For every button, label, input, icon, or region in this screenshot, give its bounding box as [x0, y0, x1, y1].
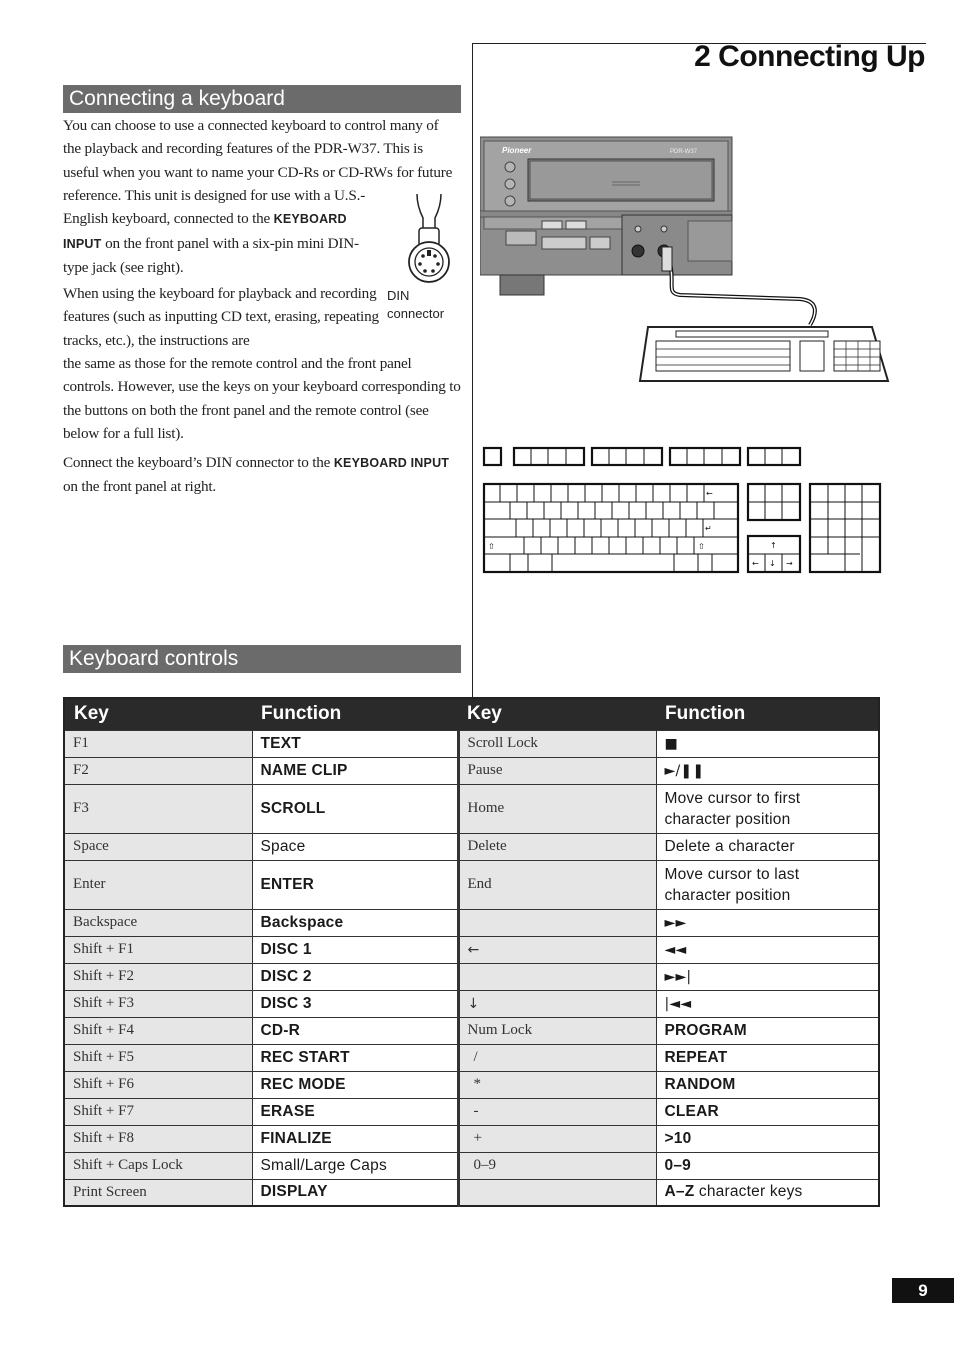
key-cell: Shift + F4: [64, 1017, 252, 1044]
key-cell: Home: [458, 784, 656, 833]
function-cell: CD-R: [252, 1017, 458, 1044]
function-cell: RANDOM: [656, 1071, 879, 1098]
shift-left-icon: ⇧: [488, 542, 495, 551]
key-cell: [458, 963, 656, 990]
function-cell: REPEAT: [656, 1044, 879, 1071]
table-header-row: [64, 698, 879, 730]
function-cell: >10: [656, 1125, 879, 1152]
section-heading-keyboard-controls: Keyboard controls: [63, 645, 461, 673]
next-track-icon: ►►|: [656, 963, 879, 990]
header-function-2: Function: [656, 698, 879, 730]
section-heading-connecting-keyboard: Connecting a keyboard: [63, 85, 461, 113]
keyboard-input-label-2: KEYBOARD INPUT: [333, 456, 450, 470]
function-cell: DISC 1: [252, 936, 458, 963]
function-cell: ENTER: [252, 860, 458, 909]
key-cell: End: [458, 860, 656, 909]
key-cell: Num Lock: [458, 1017, 656, 1044]
function-cell: SCROLL: [252, 784, 458, 833]
function-cell: REC MODE: [252, 1071, 458, 1098]
function-cell: DISC 3: [252, 990, 458, 1017]
key-cell: +: [458, 1125, 656, 1152]
table-row: [64, 1125, 879, 1152]
paragraph-1-end: on the front panel with a six-pin mini DIN-type jack (see right).: [63, 234, 359, 276]
table-row: [64, 860, 879, 909]
keyboard-input-label: KEYBOARD INPUT: [63, 212, 347, 251]
paragraph-1-text: You can choose to use a connected keyboard to control many of the playback and recording features of the PDR-W37. This is useful when you want to name your CD-Rs or CD-RWs for future: [63, 117, 453, 181]
key-cell: Shift + F5: [64, 1044, 252, 1071]
play-pause-icon: ►/❚❚: [656, 757, 879, 784]
key-cell: Shift + F6: [64, 1071, 252, 1098]
table-row: [64, 1098, 879, 1125]
table-row: [64, 833, 879, 860]
table-row: [64, 1152, 879, 1179]
key-cell: /: [458, 1044, 656, 1071]
function-cell: Backspace: [252, 909, 458, 936]
paragraph-3-b: on the front panel at right.: [63, 478, 216, 496]
rewind-icon: ◄◄: [656, 936, 879, 963]
table-row: [64, 1017, 879, 1044]
function-cell: Move cursor to first character position: [656, 784, 879, 833]
key-cell: Shift + F2: [64, 963, 252, 990]
table-row: [64, 730, 879, 757]
backspace-arrow-icon: ←: [706, 489, 713, 498]
character-keys-label: character keys: [694, 1183, 803, 1201]
key-cell: Delete: [458, 833, 656, 860]
key-cell: [458, 1179, 656, 1206]
din-connector-illustration: [405, 192, 455, 292]
az-label: A–Z: [664, 1183, 695, 1201]
key-cell: Shift + Caps Lock: [64, 1152, 252, 1179]
key-cell: F1: [64, 730, 252, 757]
function-cell: Delete a character: [656, 833, 879, 860]
key-cell: Scroll Lock: [458, 730, 656, 757]
key-cell: F3: [64, 784, 252, 833]
key-cell: Pause: [458, 757, 656, 784]
key-cell: Backspace: [64, 909, 252, 936]
function-cell: 0–9: [656, 1152, 879, 1179]
key-cell: Shift + F3: [64, 990, 252, 1017]
paragraph-2: the same as those for the remote control and the front panel controls. However, use the keys on your keyboard corresponding to the buttons on both the front panel and the remote control (see below for a full list).: [63, 355, 461, 442]
stop-icon: ■: [656, 730, 879, 757]
function-cell: Space: [252, 833, 458, 860]
function-cell: DISC 2: [252, 963, 458, 990]
table-row: [64, 990, 879, 1017]
key-cell: Print Screen: [64, 1179, 252, 1206]
model-label: PDR-W37: [670, 149, 698, 155]
pioneer-logo: Pioneer: [502, 146, 532, 155]
shift-right-icon: ⇧: [698, 542, 705, 551]
paragraph-3-a: Connect the keyboard’s DIN connector to the: [63, 454, 334, 471]
paragraph-2-top: When using the keyboard for playback and recording features (such as inputting CD text, erasing, repeating tracks, etc.), the instructions are: [63, 285, 379, 349]
din-caption-line1: DIN: [387, 288, 410, 303]
arrow-down-key-icon: ↓: [458, 990, 656, 1017]
enter-arrow-icon: ↵: [705, 524, 712, 533]
din-connector-caption: [387, 287, 444, 323]
page-number: 9: [892, 1278, 954, 1303]
key-cell: Shift + F8: [64, 1125, 252, 1152]
arrow-down-icon: ↓: [769, 559, 776, 568]
function-cell: Move cursor to last character position: [656, 860, 879, 909]
key-cell: -: [458, 1098, 656, 1125]
function-cell: Small/Large Caps: [252, 1152, 458, 1179]
arrow-left-icon: ←: [752, 559, 759, 568]
key-cell: Shift + F7: [64, 1098, 252, 1125]
table-row: [64, 909, 879, 936]
keyboard-layout-diagram: [480, 444, 886, 578]
function-cell: TEXT: [252, 730, 458, 757]
recorder-keyboard-illustration: [480, 135, 892, 385]
function-cell: FINALIZE: [252, 1125, 458, 1152]
paragraph-1: [63, 184, 373, 279]
table-row: [64, 1071, 879, 1098]
column-divider: [472, 43, 473, 698]
header-key-2: Key: [458, 698, 656, 730]
key-cell: F2: [64, 757, 252, 784]
function-cell: CLEAR: [656, 1098, 879, 1125]
function-cell: REC START: [252, 1044, 458, 1071]
key-cell: Shift + F1: [64, 936, 252, 963]
table-row: [64, 757, 879, 784]
arrow-left-key-icon: ←: [458, 936, 656, 963]
paragraph-3: [63, 451, 461, 499]
fast-forward-icon: ►►: [656, 909, 879, 936]
key-cell: 0–9: [458, 1152, 656, 1179]
header-key-1: Key: [64, 698, 252, 730]
keyboard-controls-table: [63, 697, 880, 1207]
paragraph-1-cont: reference. This unit is designed for use with a U.S.-English keyboard, connected to the: [63, 187, 366, 228]
key-cell: Space: [64, 833, 252, 860]
key-cell: *: [458, 1071, 656, 1098]
paragraph-1-top: [63, 114, 459, 184]
din-caption-line2: connector: [387, 306, 445, 321]
function-cell: PROGRAM: [656, 1017, 879, 1044]
table-row: [64, 936, 879, 963]
function-cell: DISPLAY: [252, 1179, 458, 1206]
arrow-up-icon: ↑: [770, 541, 777, 550]
header-function-1: Function: [252, 698, 458, 730]
key-cell: Enter: [64, 860, 252, 909]
previous-track-icon: |◄◄: [656, 990, 879, 1017]
page-title: 2 Connecting Up: [694, 40, 925, 73]
table-row: [64, 963, 879, 990]
arrow-right-icon: →: [786, 559, 793, 568]
key-cell: [458, 909, 656, 936]
function-cell: ERASE: [252, 1098, 458, 1125]
table-row: [64, 1044, 879, 1071]
table-row: [64, 1179, 879, 1206]
table-row: [64, 784, 879, 833]
function-cell: [656, 1179, 879, 1206]
function-cell: NAME CLIP: [252, 757, 458, 784]
